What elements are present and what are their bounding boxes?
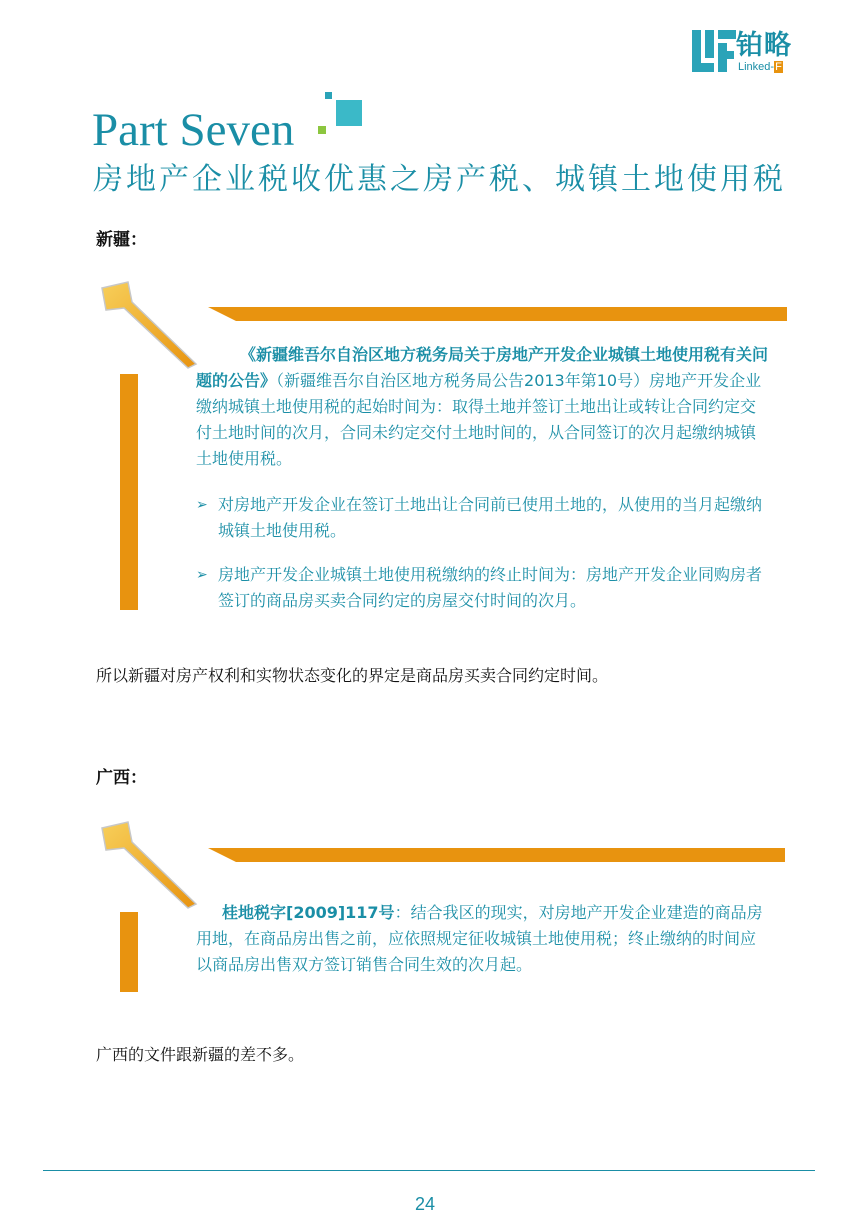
logo-cn-text: 铂略: [736, 30, 792, 61]
footer-divider: [43, 1170, 815, 1171]
logo-en-suffix: F: [775, 61, 782, 73]
pointer-arrow-icon: [92, 820, 202, 910]
document-title: 桂地税字[2009]117号: [222, 903, 395, 922]
xinjiang-conclusion: 所以新疆对房产权利和实物状态变化的界定是商品房买卖合同约定时间。: [96, 666, 609, 685]
callout-top-bar: [208, 848, 785, 862]
logo-en-text: [738, 61, 783, 73]
callout-top-bar: [208, 307, 787, 321]
callout-side-bar: [120, 912, 138, 992]
pointer-arrow-icon: [92, 280, 202, 370]
logo-mark-icon: [692, 30, 736, 72]
callout-guangxi: [196, 900, 768, 978]
callout-side-bar: [120, 374, 138, 610]
logo-en-prefix: Linked-: [738, 61, 775, 73]
section-label-guangxi: 广西：: [96, 768, 147, 788]
part-title: Part Seven: [92, 104, 295, 156]
document-title: 《新疆维吾尔自治区地方税务局关于房地产开发企业城镇土地使用税有关问题的公告》: [196, 345, 769, 390]
section-label-xinjiang: 新疆：: [96, 230, 147, 250]
callout-xinjiang: [196, 342, 768, 614]
page-number: 24: [414, 1194, 436, 1214]
list-item-text: 房地产开发企业城镇土地使用税缴纳的终止时间为：房地产开发企业同购房者签订的商品房买卖合同约定的房屋交付时间的次月。: [218, 565, 763, 610]
decorative-squares-icon: [314, 92, 364, 142]
callout-paragraph: [196, 342, 768, 472]
brand-logo: [692, 30, 812, 74]
list-item-text: 对房地产开发企业在签订土地出让合同前已使用土地的，从使用的当月起缴纳城镇土地使用税。: [218, 495, 763, 540]
chevron-right-icon: ➢: [196, 567, 208, 583]
callout-paragraph: [196, 900, 768, 978]
list-item: [196, 492, 768, 544]
part-subtitle: 房地产企业税收优惠之房产税、城镇土地使用税: [93, 162, 786, 197]
guangxi-conclusion: 广西的文件跟新疆的差不多。: [96, 1045, 305, 1064]
document-text: （新疆维吾尔自治区地方税务局公告2013年第10号）房地产开发企业缴纳城镇土地使用税的起始时间为：取得土地并签订土地出让或转让合同约定交付土地时间的次月，合同未约定交付土地时间的，从合同签订的次月起缴纳城镇土地使用税。: [196, 371, 762, 468]
list-item: [196, 562, 768, 614]
chevron-right-icon: ➢: [196, 497, 208, 513]
document-text: ：结合我区的现实，对房地产开发企业建造的商品房用地，在商品房出售之前，应依照规定征收城镇土地使用税；终止缴纳的时间应以商品房出售双方签订销售合同生效的次月起。: [196, 903, 763, 974]
